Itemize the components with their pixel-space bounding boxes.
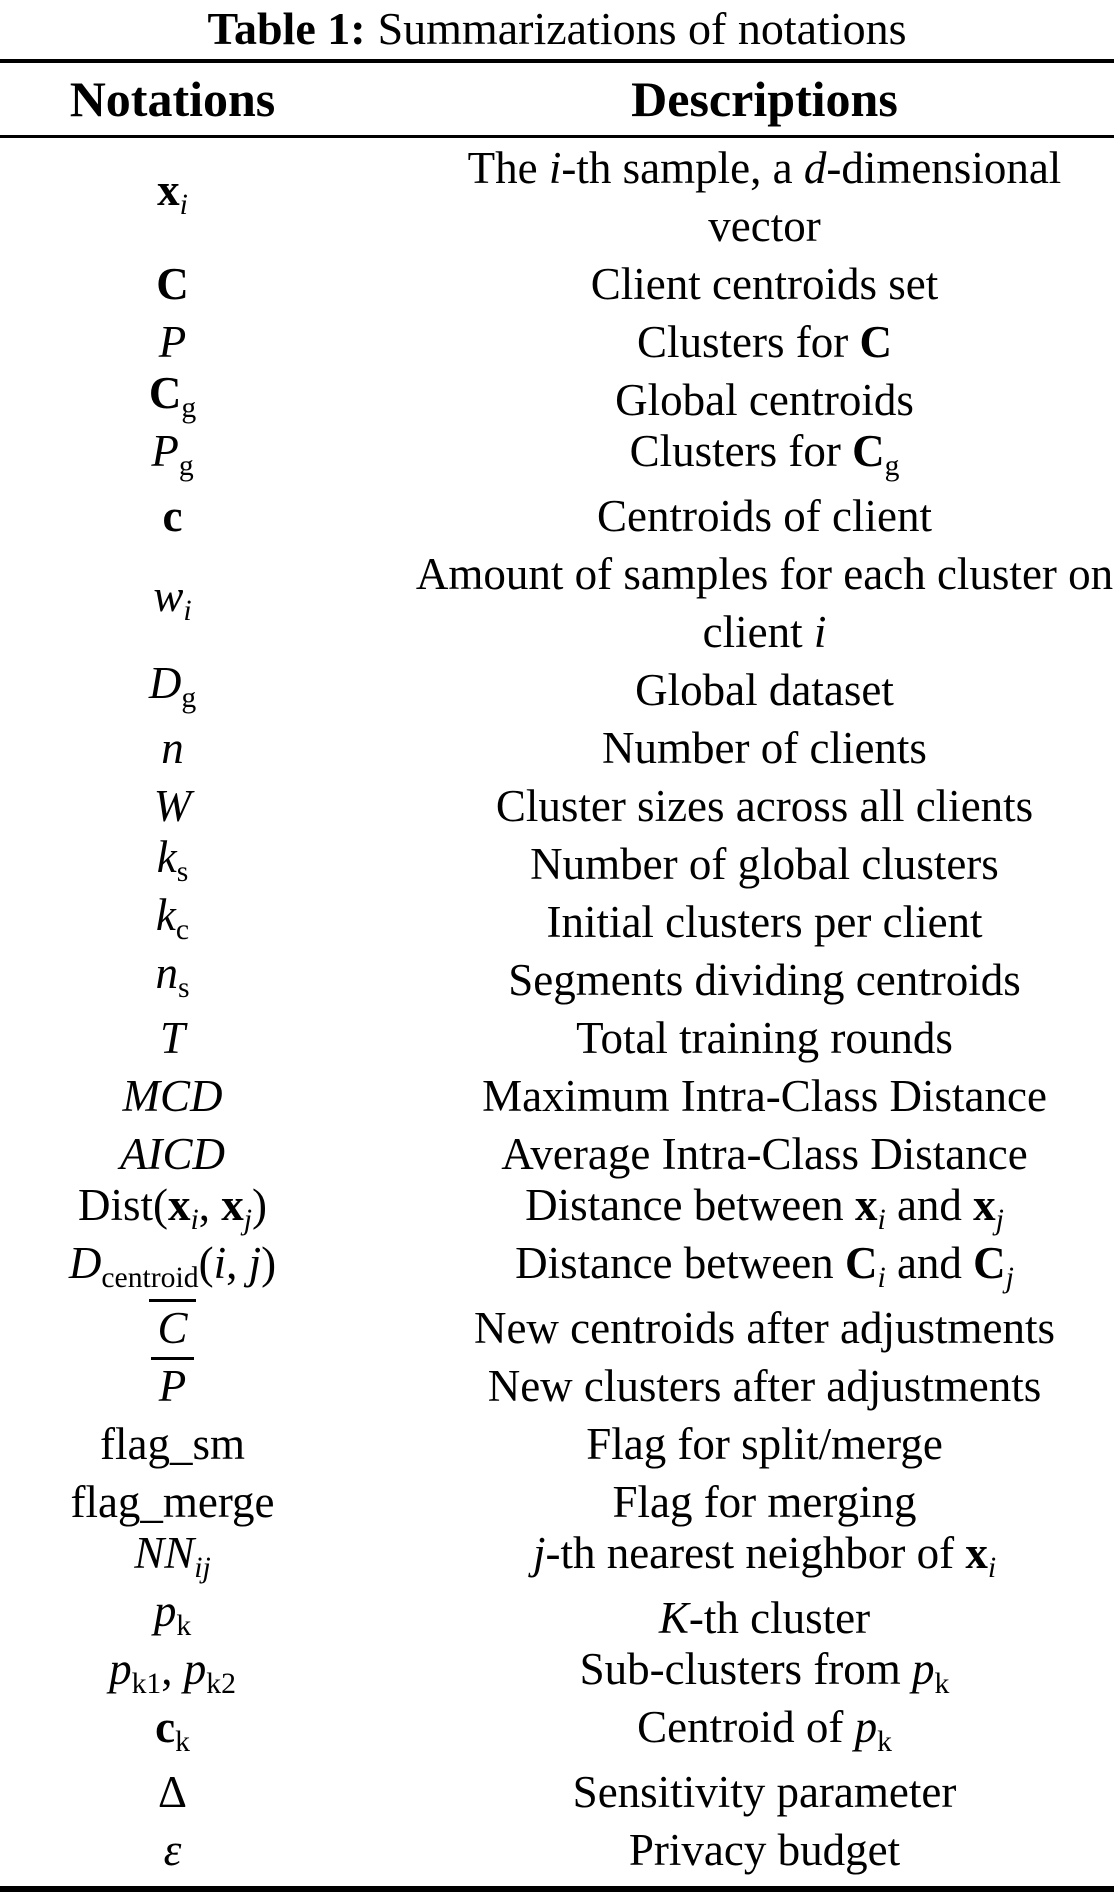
text-segment: , <box>226 1237 249 1288</box>
notation-cell <box>0 719 345 777</box>
text-segment: -dimensional <box>826 143 1062 193</box>
text-segment: x <box>221 1179 244 1230</box>
text-segment: -th sample, a <box>561 143 804 193</box>
table-row <box>0 1009 1114 1067</box>
text-segment: C <box>149 1299 195 1353</box>
text-segment: p <box>109 1643 132 1694</box>
table-row <box>0 255 1114 313</box>
table-row <box>0 139 1114 255</box>
text-segment: Global dataset <box>635 665 894 715</box>
text-segment: and <box>885 1237 974 1288</box>
text-segment: j <box>1005 1261 1014 1294</box>
text-segment: Global centroids <box>615 375 914 425</box>
description-cell <box>345 719 1114 777</box>
text-segment: Client centroids set <box>590 259 939 309</box>
notation-cell <box>0 1299 345 1357</box>
text-segment: x <box>854 1179 878 1230</box>
text-segment: Average Intra-Class Distance <box>501 1129 1028 1179</box>
description-cell <box>345 893 1114 951</box>
text-segment: Δ <box>158 1767 187 1817</box>
table-row <box>0 1357 1114 1415</box>
description-cell <box>345 545 1114 661</box>
text-segment: g <box>181 391 197 424</box>
text-segment: Centroid of <box>637 1701 855 1752</box>
text-segment: Initial clusters per client <box>546 897 983 947</box>
text-segment: i <box>877 1203 886 1236</box>
text-segment: k <box>175 1725 190 1758</box>
text-segment: Clusters for <box>629 425 853 476</box>
text-segment: Distance between <box>525 1179 855 1230</box>
text-segment: Number of global clusters <box>530 839 999 889</box>
table-row <box>0 1299 1114 1357</box>
text-segment: Amount of samples for each cluster on <box>415 549 1114 599</box>
text-segment: D <box>148 657 182 708</box>
text-segment: x <box>973 1179 996 1230</box>
text-segment: P <box>151 1357 195 1411</box>
text-segment: Flag for split/merge <box>586 1419 943 1469</box>
text-segment: and <box>885 1179 974 1230</box>
table-row <box>0 1067 1114 1125</box>
notation-cell <box>0 944 345 1017</box>
text-segment: g <box>884 449 900 482</box>
text-segment: d <box>803 143 827 193</box>
text-segment: x <box>168 1179 191 1230</box>
table-row <box>0 947 1114 1009</box>
text-segment: Total training rounds <box>576 1013 953 1063</box>
text-segment: i <box>213 1237 227 1288</box>
text-segment: ( <box>198 1237 214 1288</box>
notation-cell <box>0 255 345 313</box>
table-row <box>0 777 1114 835</box>
description-cell <box>345 255 1114 313</box>
description-cell <box>345 835 1114 893</box>
table-body <box>0 139 1114 1879</box>
text-segment: centroid <box>101 1261 199 1294</box>
header-descriptions: Descriptions <box>631 71 898 127</box>
text-segment: MCD <box>122 1071 223 1121</box>
text-segment: C <box>852 425 885 476</box>
description-cell <box>345 371 1114 429</box>
table-row <box>0 1179 1114 1241</box>
text-segment: k <box>877 1725 892 1758</box>
text-segment: c <box>175 913 190 946</box>
text-segment: flag_merge <box>70 1477 275 1527</box>
table-caption-text: Summarizations of notations <box>377 3 907 54</box>
text-segment: New clusters after adjustments <box>487 1361 1042 1411</box>
table-row <box>0 1415 1114 1473</box>
text-segment: g <box>181 681 197 714</box>
text-segment: s <box>176 855 189 888</box>
text-segment: C <box>156 259 189 309</box>
text-segment: Privacy budget <box>628 1825 901 1875</box>
text-segment: New centroids after adjustments <box>473 1303 1056 1353</box>
table-row <box>0 831 1114 893</box>
description-cell <box>345 1357 1114 1415</box>
text-segment: C <box>973 1237 1006 1288</box>
description-cell <box>345 661 1114 719</box>
notation-cell <box>0 422 345 495</box>
description-cell <box>345 1067 1114 1125</box>
table-row <box>0 1473 1114 1531</box>
notation-cell <box>0 1698 345 1771</box>
table-row <box>0 1643 1114 1705</box>
text-segment: s <box>177 971 190 1004</box>
text-segment: x <box>965 1527 988 1578</box>
table-row <box>0 1527 1114 1589</box>
text-segment: j <box>243 1203 252 1236</box>
text-segment: j <box>995 1203 1004 1236</box>
text-segment: i <box>183 594 192 627</box>
bottom-rule <box>0 1886 1114 1892</box>
text-segment: Number of clients <box>602 723 927 773</box>
text-segment: i <box>813 607 827 657</box>
table-caption <box>0 0 1114 58</box>
text-segment: -th nearest neighbor of <box>545 1527 966 1578</box>
notation-cell <box>0 1473 345 1531</box>
notation-cell <box>0 487 345 545</box>
text-segment: Distance between <box>515 1237 845 1288</box>
notation-cell <box>0 1821 345 1879</box>
notation-cell <box>0 777 345 835</box>
table-row <box>0 1585 1114 1647</box>
notation-cell <box>0 654 345 727</box>
text-segment: p <box>912 1643 935 1694</box>
text-segment: c <box>155 1701 176 1752</box>
header-notations: Notations <box>69 71 276 127</box>
notation-cell <box>0 313 345 371</box>
text-segment: j <box>532 1527 546 1578</box>
description-cell <box>345 422 1114 495</box>
description-cell <box>345 1415 1114 1473</box>
text-segment: i <box>987 1551 997 1584</box>
text-segment: T <box>159 1013 186 1063</box>
description-cell <box>345 1589 1114 1647</box>
table-row <box>0 487 1114 545</box>
notation-cell <box>0 1763 345 1821</box>
text-segment: -th cluster <box>688 1593 871 1643</box>
description-cell <box>345 1009 1114 1067</box>
text-segment: k <box>155 889 176 940</box>
description-cell <box>345 1473 1114 1531</box>
description-cell <box>345 1524 1114 1597</box>
text-segment: g <box>178 449 194 482</box>
text-segment: w <box>153 570 184 621</box>
text-segment: K <box>658 1593 689 1643</box>
table-row <box>0 1125 1114 1183</box>
description-cell <box>345 313 1114 371</box>
text-segment: n <box>155 947 178 998</box>
table-row <box>0 1821 1114 1879</box>
text-segment: Sensitivity parameter <box>572 1767 957 1817</box>
table-row <box>0 1763 1114 1821</box>
notation-cell <box>0 1234 345 1307</box>
notation-cell <box>0 567 345 640</box>
description-cell <box>345 951 1114 1009</box>
table-row <box>0 1237 1114 1299</box>
text-segment: p <box>854 1701 878 1752</box>
table-caption-label: Table 1: <box>207 3 366 54</box>
text-segment: c <box>162 491 183 541</box>
description-cell <box>345 139 1114 255</box>
text-segment: C <box>148 367 182 418</box>
text-segment: NN <box>134 1527 195 1578</box>
text-segment: W <box>153 781 192 831</box>
description-cell <box>345 1698 1114 1771</box>
text-segment: k <box>934 1667 950 1700</box>
description-cell <box>345 1763 1114 1821</box>
table-row <box>0 1701 1114 1763</box>
text-segment: D <box>68 1237 102 1288</box>
text-segment: vector <box>708 201 821 251</box>
text-segment: n <box>161 723 184 773</box>
table-header-row <box>0 64 1114 134</box>
text-segment: Flag for merging <box>612 1477 917 1527</box>
text-segment: Maximum Intra-Class Distance <box>482 1071 1047 1121</box>
notation-cell <box>0 1357 345 1415</box>
text-segment: j <box>248 1237 262 1288</box>
text-segment: k <box>156 831 177 882</box>
notation-cell <box>0 1415 345 1473</box>
table-row <box>0 657 1114 719</box>
notation-cell <box>0 1009 345 1067</box>
text-segment: ) <box>261 1237 277 1288</box>
text-segment: Cluster sizes across all clients <box>495 781 1034 831</box>
description-cell <box>345 487 1114 545</box>
text-segment: Dist( <box>78 1179 168 1230</box>
text-segment: i <box>548 143 562 193</box>
description-cell <box>345 1234 1114 1307</box>
notation-cell <box>0 161 345 234</box>
description-cell <box>345 1299 1114 1357</box>
text-segment: k <box>176 1609 192 1642</box>
mid-rule <box>0 135 1114 138</box>
text-segment: x <box>157 164 180 215</box>
text-segment: Centroids of client <box>597 491 932 541</box>
text-segment: ε <box>163 1825 182 1875</box>
text-segment: C <box>844 1237 878 1288</box>
text-segment: P <box>151 425 179 476</box>
table-row <box>0 313 1114 371</box>
text-segment: Segments dividing centroids <box>508 955 1021 1005</box>
text-segment: Clusters for <box>637 317 860 367</box>
text-segment: flag_sm <box>100 1419 245 1469</box>
text-segment: k1 <box>131 1667 162 1700</box>
table-row <box>0 367 1114 429</box>
text-segment: client <box>702 607 814 657</box>
text-segment: , <box>198 1179 222 1230</box>
description-cell <box>345 777 1114 835</box>
top-rule <box>0 59 1114 63</box>
text-segment: C <box>859 317 892 367</box>
table-row <box>0 545 1114 661</box>
text-segment: k2 <box>206 1667 236 1700</box>
text-segment: P <box>158 317 187 367</box>
text-segment: p <box>153 1585 177 1636</box>
text-segment: AICD <box>120 1129 225 1179</box>
text-segment: ij <box>194 1551 211 1584</box>
notation-cell <box>0 1067 345 1125</box>
text-segment: Sub-clusters from <box>579 1643 913 1694</box>
text-segment: i <box>190 1203 199 1236</box>
description-cell <box>345 1125 1114 1183</box>
text-segment: i <box>179 188 188 221</box>
text-segment: p <box>183 1643 207 1694</box>
text-segment: , <box>161 1643 184 1694</box>
text-segment: The <box>467 143 549 193</box>
table-row <box>0 719 1114 777</box>
table-row <box>0 425 1114 487</box>
text-segment: i <box>877 1261 886 1294</box>
notation-cell <box>0 1125 345 1183</box>
text-segment: ) <box>252 1179 267 1230</box>
table-row <box>0 889 1114 951</box>
description-cell <box>345 1821 1114 1879</box>
